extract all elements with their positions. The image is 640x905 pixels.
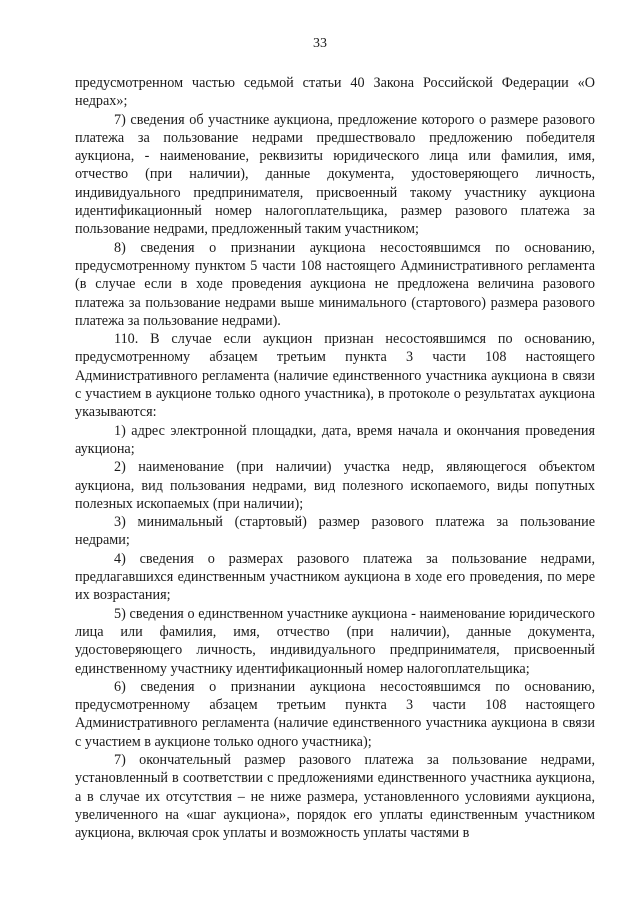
document-body	[75, 74, 595, 842]
paragraph-item-4-payment-offers: 4) сведения о размерах разового платежа за пользование недрами, предлагавшихся единственным участником аукциона в ходе его проведения, по мере их возрастания;	[75, 550, 595, 604]
paragraph-item-6-auction-failed: 6) сведения о признании аукциона несостоявшимся по основанию, предусмотренному абзацем третьим пункта 3 части 108 настоящего Административного регламента (наличие единственного участника аукциона в связи с участием в аукционе только одного участника);	[75, 678, 595, 750]
paragraph-item-3-minimum-payment: 3) минимальный (стартовый) размер разового платежа за пользование недрами;	[75, 514, 595, 549]
paragraph-clause-110: 110. В случае если аукцион признан несостоявшимся по основанию, предусмотренному абзацем третьим пункта 3 части 108 настоящего Административного регламента (наличие единственного участника аукциона в связи с участием в аукционе только одного участника), в протоколе о результатах аукциона указываются:	[75, 331, 595, 421]
paragraph-item-8-auction-failed: 8) сведения о признании аукциона несостоявшимся по основанию, предусмотренному пунктом 5 части 108 настоящего Административного регламента (в случае если в ходе проведения аукциона не предложена величина разового платежа за пользование недрами выше минимального (стартового) размера разового платежа за пользование недрами).	[75, 239, 595, 329]
paragraph-item-7-final-payment: 7) окончательный размер разового платежа за пользование недрами, установленный в соответствии с предложениями единственного участника аукциона, а в случае их отсутствия – не ниже размера, установленного условиями аукциона, увеличенного на «шаг аукциона», порядок его уплаты единственным участником аукциона, включая срок уплаты и возможность уплаты частями в	[75, 751, 595, 842]
paragraph-item-7-previous-bidder: 7) сведения об участнике аукциона, предложение которого о размере разового платежа за пользование недрами предшествовало предложению победителя аукциона, - наименование, реквизиты юридического лица или фамилия, имя, отчество (при наличии), данные документа, удостоверяющего личность, индивидуального предпринимателя, присвоенный такому участнику аукциона идентификационный номер налогоплательщика, размер разового платежа за пользование недрами, предложенный таким участником;	[75, 111, 595, 238]
page-number: 33	[313, 36, 327, 51]
paragraph-item-1-platform-address: 1) адрес электронной площадки, дата, время начала и окончания проведения аукциона;	[75, 422, 595, 457]
paragraph-item-2-subsoil-plot: 2) наименование (при наличии) участка недр, являющегося объектом аукциона, вид пользования недрами, вид полезного ископаемого, виды попутных полезных ископаемых (при наличии);	[75, 459, 595, 512]
paragraph-item-5-sole-participant: 5) сведения о единственном участнике аукциона - наименование юридического лица или фамилия, имя, отчество (при наличии), данные документа, удостоверяющего личность, индивидуального предпринимателя, присвоенный единственному участнику идентификационный номер налогоплательщика;	[75, 605, 595, 677]
paragraph-continuation: предусмотренном частью седьмой статьи 40 Закона Российской Федерации «О недрах»;	[75, 75, 595, 110]
